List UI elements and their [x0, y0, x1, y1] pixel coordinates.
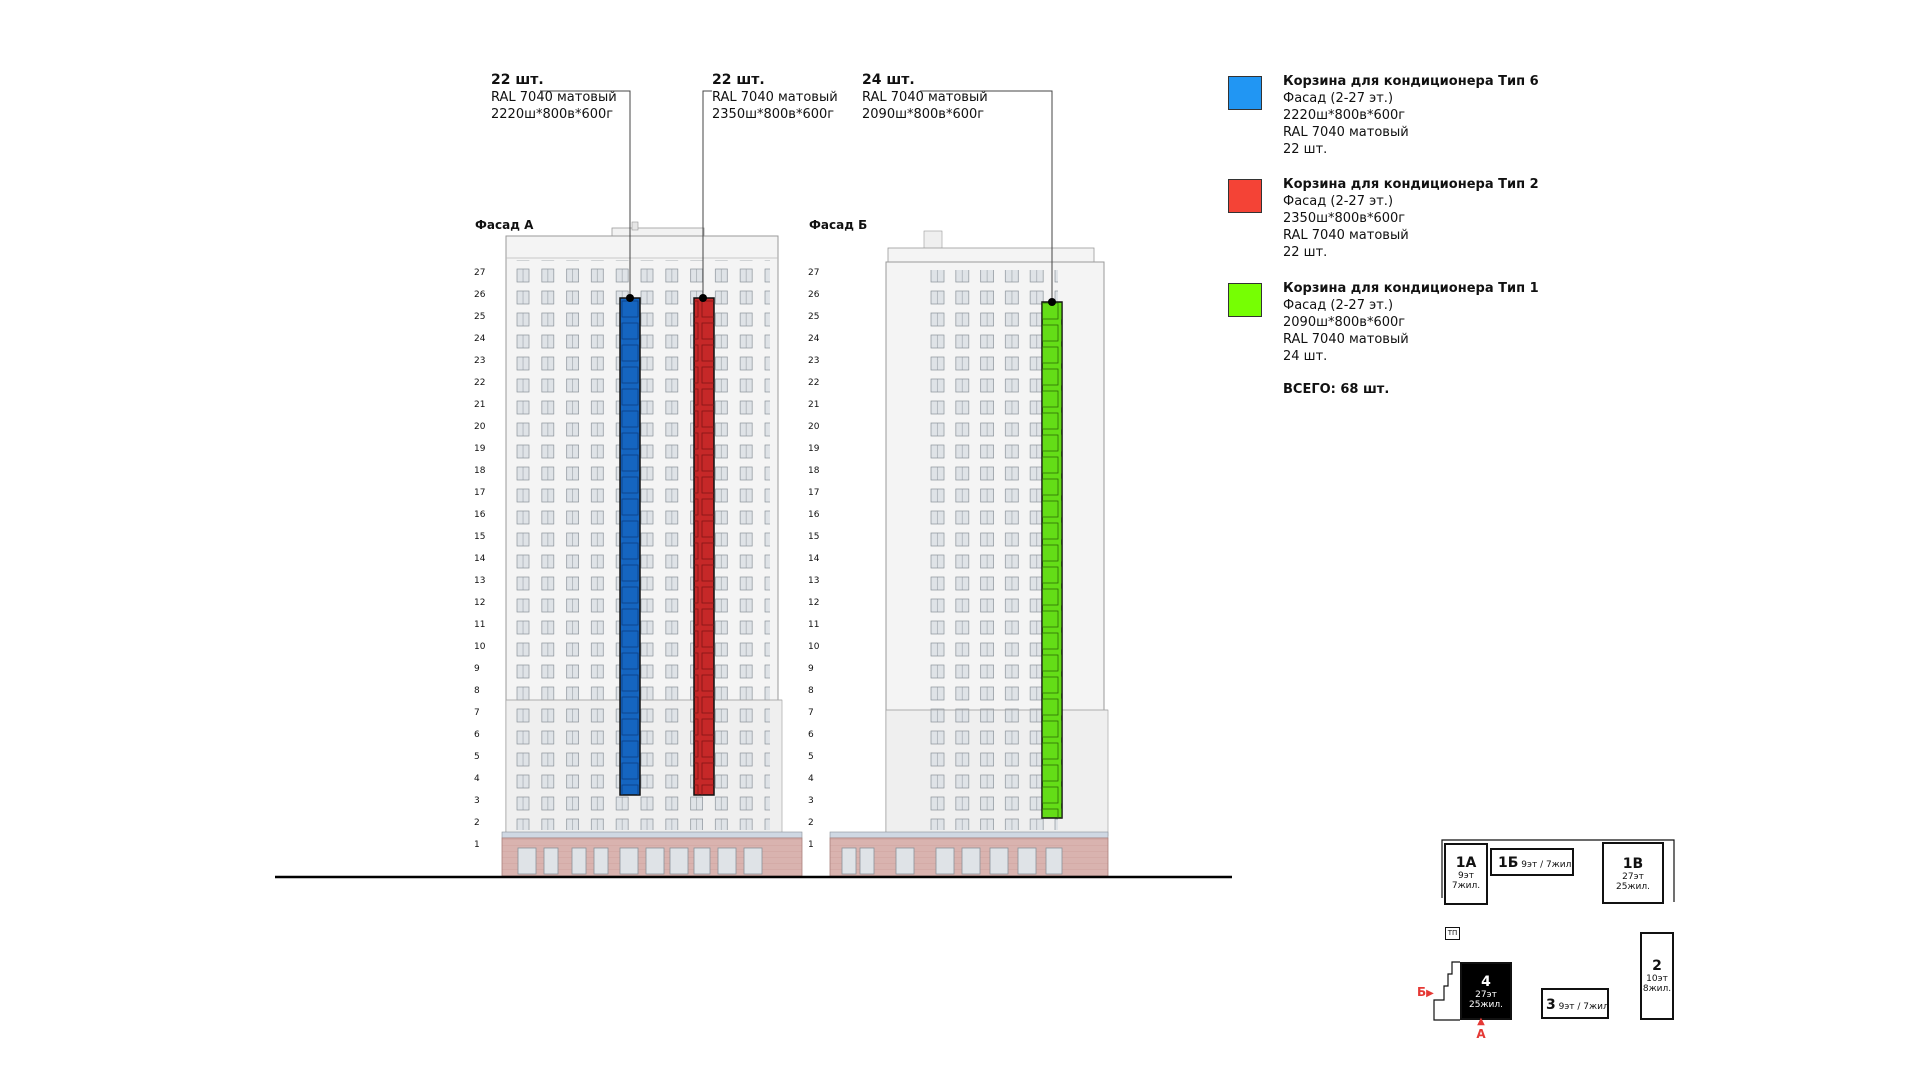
callout-color: RAL 7040 матовый [862, 90, 988, 105]
legend-facade: Фасад (2-27 эт.) [1283, 298, 1394, 313]
legend-title: Корзина для кондиционера Тип 2 [1283, 177, 1539, 192]
floor-number: 14 [474, 554, 486, 564]
building-1v-apts: 25жил. [1615, 882, 1651, 892]
floor-number: 17 [474, 488, 486, 498]
floor-number: 27 [474, 268, 486, 278]
legend-count: 24 шт. [1283, 349, 1328, 364]
legend-facade: Фасад (2-27 эт.) [1283, 194, 1394, 209]
leader-dot [1048, 298, 1056, 306]
floor-number: 16 [474, 510, 486, 520]
floor-number: 12 [808, 598, 820, 608]
building-1a-apts: 7жил. [1451, 881, 1481, 891]
building-4 [1460, 962, 1512, 1020]
legend-count: 22 шт. [1283, 142, 1328, 157]
floor-number: 25 [474, 312, 486, 322]
legend-color: RAL 7040 матовый [1283, 125, 1409, 140]
floor-number: 5 [808, 752, 814, 762]
floor-number: 9 [474, 664, 480, 674]
callout-size: 2090ш*800в*600г [862, 107, 985, 122]
floor-number: 11 [808, 620, 820, 630]
floor-number: 2 [808, 818, 814, 828]
callout-size: 2350ш*800в*600г [712, 107, 835, 122]
building-4-apts: 25жил. [1468, 1000, 1504, 1010]
legend-size: 2220ш*800в*600г [1283, 108, 1406, 123]
legend-facade: Фасад (2-27 эт.) [1283, 91, 1394, 106]
floor-number: 24 [808, 334, 820, 344]
floor-number: 10 [474, 642, 486, 652]
building-2-floors: 10эт [1646, 974, 1668, 984]
floor-number: 16 [808, 510, 820, 520]
floor-number: 18 [474, 466, 486, 476]
building-2-name: 2 [1652, 958, 1662, 974]
callout-count: 22 шт. [491, 72, 544, 88]
legend-color: RAL 7040 матовый [1283, 228, 1409, 243]
leader-dot [626, 294, 634, 302]
callout-size: 2220ш*800в*600г [491, 107, 614, 122]
floor-number: 5 [474, 752, 480, 762]
floor-number: 22 [808, 378, 820, 388]
floor-number: 10 [808, 642, 820, 652]
floor-number: 20 [474, 422, 486, 432]
building-4-floors: 27эт [1475, 990, 1497, 1000]
floor-number: 24 [474, 334, 486, 344]
floor-number: 20 [808, 422, 820, 432]
floor-number: 26 [474, 290, 486, 300]
legend-title: Корзина для кондиционера Тип 1 [1283, 281, 1539, 296]
floor-number: 22 [474, 378, 486, 388]
floor-number: 21 [474, 400, 486, 410]
floor-number: 8 [474, 686, 480, 696]
legend-title: Корзина для кондиционера Тип 6 [1283, 74, 1539, 89]
floor-number: 2 [474, 818, 480, 828]
floor-number: 19 [808, 444, 820, 454]
substation-tp: ТП [1445, 927, 1460, 940]
arrow-up-icon: ▲ [1477, 1016, 1485, 1027]
callout-color: RAL 7040 матовый [712, 90, 838, 105]
legend-swatch [1228, 179, 1262, 213]
building-1v-name: 1В [1622, 856, 1644, 872]
floor-number: 23 [808, 356, 820, 366]
floor-number: 1 [474, 840, 480, 850]
floor-number: 23 [474, 356, 486, 366]
floor-number: 1 [808, 840, 814, 850]
building-2-apts: 8жил. [1642, 984, 1672, 994]
building-1a [1444, 843, 1488, 905]
arrow-right-icon: ▶ [1426, 988, 1434, 999]
floor-number: 21 [808, 400, 820, 410]
floor-number: 19 [474, 444, 486, 454]
building-3-desc: 9эт / 7жил [1558, 1002, 1609, 1012]
building-3-name: 3 [1546, 997, 1556, 1013]
floor-number: 6 [474, 730, 480, 740]
building-b [830, 231, 1108, 876]
floor-number: 18 [808, 466, 820, 476]
facade-a-label: Фасад А [475, 218, 534, 232]
floor-number: 15 [474, 532, 486, 542]
building-1v [1602, 842, 1664, 904]
floor-number: 4 [808, 774, 814, 784]
floor-number: 12 [474, 598, 486, 608]
floor-number: 27 [808, 268, 820, 278]
callout-color: RAL 7040 матовый [491, 90, 617, 105]
floor-number: 13 [474, 576, 486, 586]
facade-a-marker [1474, 1016, 1488, 1040]
facade-b-label: Фасад Б [809, 218, 868, 232]
floor-number: 8 [808, 686, 814, 696]
building-1b-desc: 9эт / 7жил. [1521, 860, 1575, 870]
legend-swatch [1228, 283, 1262, 317]
floor-number: 14 [808, 554, 820, 564]
facade-b-marker [1417, 985, 1434, 999]
floor-number: 4 [474, 774, 480, 784]
floor-number: 3 [808, 796, 814, 806]
callout-count: 24 шт. [862, 72, 915, 88]
building-3 [1541, 988, 1609, 1019]
floor-number: 7 [474, 708, 480, 718]
building-4-steps [1432, 960, 1462, 1022]
floor-number: 25 [808, 312, 820, 322]
facade-a-marker-label: А [1476, 1027, 1486, 1041]
floor-number: 9 [808, 664, 814, 674]
floor-number: 6 [808, 730, 814, 740]
floor-number: 26 [808, 290, 820, 300]
leader-dot [699, 294, 707, 302]
building-a [502, 222, 802, 876]
building-4-name: 4 [1481, 974, 1491, 990]
legend-size: 2090ш*800в*600г [1283, 315, 1406, 330]
total-count: ВСЕГО: 68 шт. [1283, 382, 1390, 397]
legend-size: 2350ш*800в*600г [1283, 211, 1406, 226]
facade-b-marker-label: Б [1417, 985, 1427, 999]
floor-number: 11 [474, 620, 486, 630]
legend-count: 22 шт. [1283, 245, 1328, 260]
building-2 [1640, 932, 1674, 1020]
callout-count: 22 шт. [712, 72, 765, 88]
floor-number: 17 [808, 488, 820, 498]
building-1a-name: 1А [1455, 855, 1477, 871]
building-1v-floors: 27эт [1622, 872, 1644, 882]
legend-color: RAL 7040 матовый [1283, 332, 1409, 347]
floor-number: 3 [474, 796, 480, 806]
floor-number: 7 [808, 708, 814, 718]
floor-number: 13 [808, 576, 820, 586]
building-1b-name: 1Б [1498, 855, 1519, 871]
building-1b [1490, 848, 1574, 876]
building-1a-floors: 9эт [1458, 871, 1474, 881]
floor-number: 15 [808, 532, 820, 542]
legend-swatch [1228, 76, 1262, 110]
